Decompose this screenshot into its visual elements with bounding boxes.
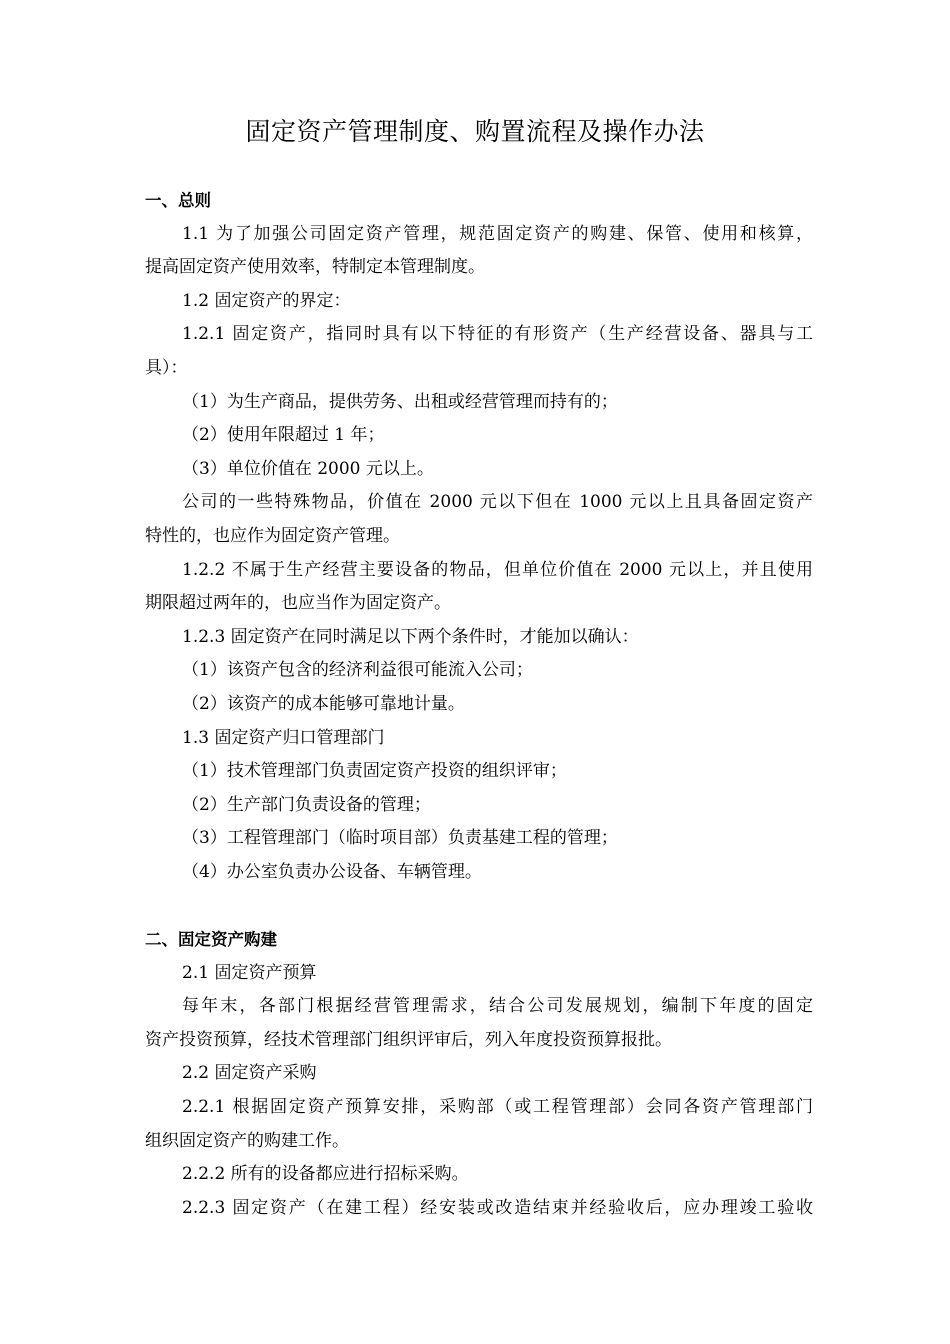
feature-item-1: （1）为生产商品，提供劳务、出租或经营管理而持有的； [182, 391, 618, 412]
paragraph-1-1-line-2: 提高固定资产使用效率，特制定本管理制度。 [145, 257, 485, 278]
section-spacer [145, 889, 813, 923]
paragraph-2-2-1-line-1: 2.2.1 根据固定资产预算安排，采购部（或工程管理部）会同各资产管理部门 [182, 1097, 813, 1118]
document-body [145, 184, 813, 1225]
document-title: 固定资产管理制度、购置流程及操作办法 [245, 117, 705, 146]
paragraph-2-2-2: 2.2.2 所有的设备都应进行招标采购。 [182, 1164, 469, 1185]
paragraph-1-2-2-line-2: 期限超过两年的，也应当作为固定资产。 [145, 593, 451, 614]
feature-item-2: （2）使用年限超过 1 年； [182, 425, 385, 446]
special-items-line-2: 特性的，也应作为固定资产管理。 [145, 525, 400, 546]
department-item-1: （1）技术管理部门负责固定资产投资的组织评审； [182, 761, 567, 782]
paragraph-1-1-line-1: 1.1 为了加强公司固定资产管理，规范固定资产的购建、保管、使用和核算， [182, 223, 813, 244]
paragraph-2-2: 2.2 固定资产采购 [182, 1063, 317, 1084]
budget-line-1: 每年末，各部门根据经营管理需求，结合公司发展规划，编制下年度的固定 [182, 996, 813, 1017]
paragraph-1-2-2-line-1: 1.2.2 不属于生产经营主要设备的物品，但单位价值在 2000 元以上，并且使用 [182, 559, 813, 580]
paragraph-1-2-1-line-1: 1.2.1 固定资产，指同时具有以下特征的有形资产（生产经营设备、器具与工 [182, 324, 813, 345]
section-heading-acquisition: 二、固定资产购建 [145, 930, 277, 950]
paragraph-1-2-3: 1.2.3 固定资产在同时满足以下两个条件时，才能加以确认： [182, 626, 639, 647]
condition-item-1: （1）该资产包含的经济利益很可能流入公司； [182, 660, 533, 681]
department-item-2: （2）生产部门负责设备的管理； [182, 794, 431, 815]
paragraph-2-2-1-line-2: 组织固定资产的购建工作。 [145, 1130, 349, 1151]
condition-item-2: （2）该资产的成本能够可靠地计量。 [182, 693, 465, 714]
feature-item-3: （3）单位价值在 2000 元以上。 [182, 458, 434, 479]
paragraph-2-1: 2.1 固定资产预算 [182, 962, 317, 983]
paragraph-1-3: 1.3 固定资产归口管理部门 [182, 727, 385, 748]
paragraph-2-2-3-line-1: 2.2.3 固定资产（在建工程）经安装或改造结束并经验收后，应办理竣工验收 [182, 1197, 813, 1218]
section-heading-general: 一、总则 [145, 191, 211, 210]
special-items-line-1: 公司的一些特殊物品，价值在 2000 元以下但在 1000 元以上且具备固定资产 [182, 492, 813, 513]
department-item-4: （4）办公室负责办公设备、车辆管理。 [182, 861, 482, 882]
department-item-3: （3）工程管理部门（临时项目部）负责基建工程的管理； [182, 828, 618, 849]
paragraph-1-2: 1.2 固定资产的界定： [182, 290, 351, 311]
paragraph-1-2-1-line-2: 具）： [145, 357, 188, 378]
budget-line-2: 资产投资预算，经技术管理部门组织评审后，列入年度投资预算报批。 [145, 1029, 672, 1050]
